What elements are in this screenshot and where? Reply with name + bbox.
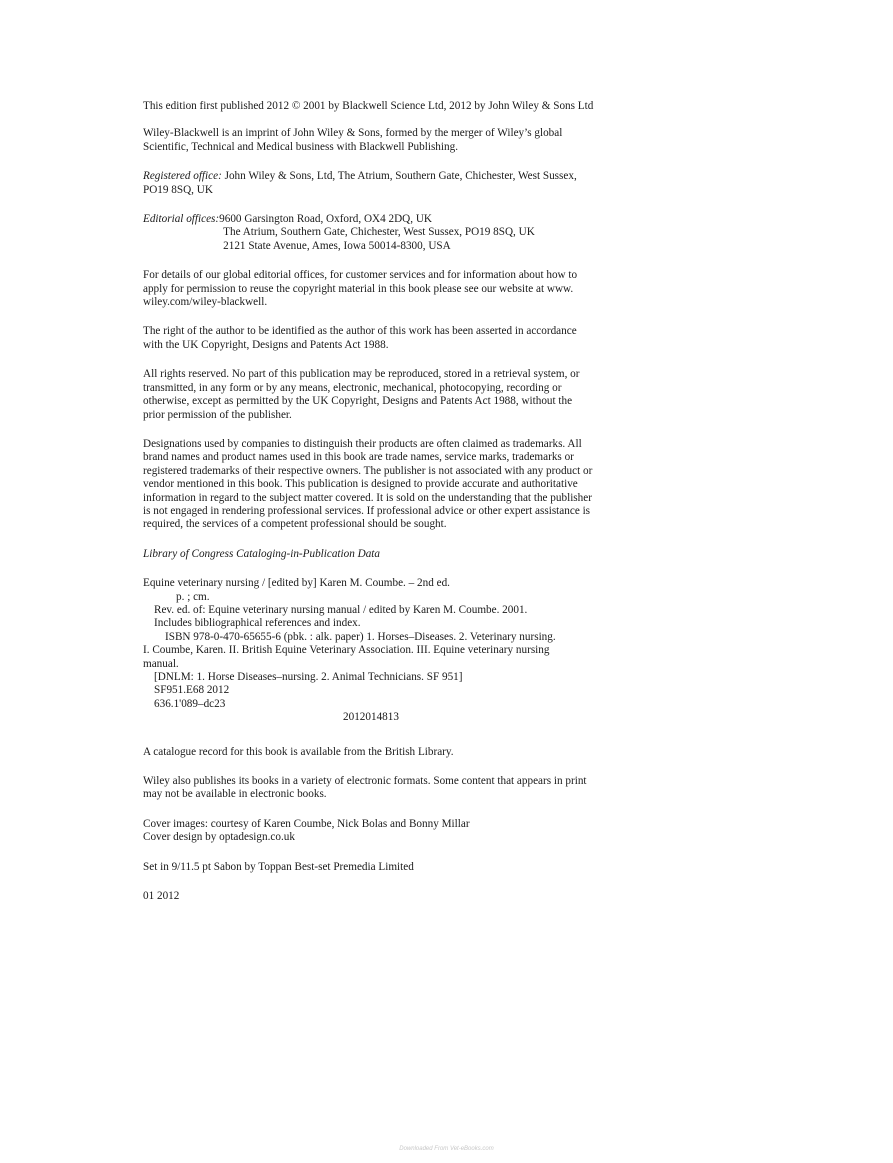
editorial-office-address: The Atrium, Southern Gate, Chichester, West Sussex, PO19 8SQ, UK [223, 226, 535, 239]
details-line: apply for permission to reuse the copyright material in this book please see our website at www. [143, 282, 574, 295]
printing-number: 01 2012 [143, 890, 180, 903]
electronic-line: Wiley also publishes its books in a variety of electronic formats. Some content that appears in print [143, 775, 587, 788]
editorial-offices-label: Editorial offices: [143, 213, 220, 226]
details-paragraph [143, 269, 673, 309]
download-watermark: Downloaded From Vet-eBooks.com [399, 1146, 494, 1152]
designations-line: Designations used by companies to distinguish their products are often claimed as trademarks. All [143, 437, 582, 450]
all-rights-line: prior permission of the publisher. [143, 408, 292, 421]
catalogue-line: A catalogue record for this book is available from the British Library. [143, 745, 454, 758]
imprint-line: Wiley-Blackwell is an imprint of John Wiley & Sons, formed by the merger of Wiley’s global [143, 127, 563, 140]
cip-line: Rev. ed. of: Equine veterinary nursing manual / edited by Karen M. Coumbe. 2001. [154, 603, 528, 616]
registered-office-address: John Wiley & Sons, Ltd, The Atrium, Southern Gate, Chichester, West Sussex, [221, 170, 577, 183]
editorial-offices-addresses [219, 213, 535, 253]
cip-line: [DNLM: 1. Horse Diseases–nursing. 2. Animal Technicians. SF 951] [154, 671, 463, 683]
editorial-office-address: 2121 State Avenue, Ames, Iowa 50014-8300, USA [223, 239, 451, 252]
author-rights-paragraph [143, 325, 673, 352]
catalogue-statement [143, 746, 673, 759]
typesetting-line: Set in 9/11.5 pt Sabon by Toppan Best-set Premedia Limited [143, 860, 414, 873]
editorial-office-address: 9600 Garsington Road, Oxford, OX4 2DQ, UK [219, 213, 432, 226]
all-rights-line: transmitted, in any form or by any means, electronic, mechanical, photocopying, recording or [143, 381, 562, 394]
details-line: wiley.com/wiley-blackwell. [143, 296, 268, 309]
cover-credit-line: Cover design by optadesign.co.uk [143, 831, 295, 844]
cip-line: I. Coumbe, Karen. II. British Equine Veterinary Association. III. Equine veterinary nursing [143, 644, 550, 657]
cip-line: Includes bibliographical references and index. [154, 617, 361, 630]
cip-line: Equine veterinary nursing / [edited by] Karen M. Coumbe. – 2nd ed. [143, 577, 450, 590]
registered-office-line [143, 170, 673, 183]
designations-paragraph [143, 438, 673, 532]
designations-line: vendor mentioned in this book. This publication is designed to provide accurate and authoritative [143, 478, 578, 491]
copyright-line: This edition first published 2012 © 2001 by Blackwell Science Ltd, 2012 by John Wiley & Sons Ltd [143, 100, 594, 112]
designations-line: brand names and product names used in this book are trade names, service marks, trademarks or [143, 451, 574, 464]
cip-line: ISBN 978-0-470-65655-6 (pbk. : alk. paper) 1. Horses–Diseases. 2. Veterinary nursing. [165, 630, 556, 643]
cover-credits [143, 818, 673, 845]
printing-line [143, 890, 673, 903]
electronic-line: may not be available in electronic books. [143, 788, 327, 801]
cip-line: p. ; cm. [176, 590, 210, 603]
cip-line: SF951.E68 2012 [154, 684, 230, 697]
registered-office-postcode: PO19 8SQ, UK [143, 183, 213, 196]
author-rights-line: The right of the author to be identified as the author of this work has been asserted in accordance [143, 325, 577, 338]
copyright-page [143, 100, 673, 903]
editorial-offices [143, 213, 673, 253]
designations-line: information in regard to the subject matter covered. It is sold on the understanding that the publisher [143, 491, 592, 504]
typesetting-statement [143, 861, 673, 874]
copyright-statement [143, 100, 673, 113]
cip-line: manual. [143, 657, 179, 670]
details-line: For details of our global editorial offices, for customer services and for information about how to [143, 269, 578, 282]
cip-heading-text: Library of Congress Cataloging-in-Publication Data [143, 547, 381, 560]
designations-line: registered trademarks of their respective owners. The publisher is not associated with any product or [143, 464, 593, 477]
cip-record [143, 577, 673, 724]
designations-line: is not engaged in rendering professional services. If professional advice or other expert assistance is [143, 504, 591, 517]
cip-heading [143, 548, 673, 561]
cover-credit-line: Cover images: courtesy of Karen Coumbe, Nick Bolas and Bonny Millar [143, 817, 470, 830]
all-rights-line: All rights reserved. No part of this publication may be reproduced, stored in a retrieval system, or [143, 368, 580, 381]
designations-line: required, the services of a competent professional should be sought. [143, 518, 447, 531]
electronic-formats-paragraph [143, 775, 673, 802]
registered-office [143, 170, 673, 197]
imprint-line: Scientific, Technical and Medical business with Blackwell Publishing. [143, 140, 458, 153]
registered-office-label: Registered office: [143, 170, 222, 183]
imprint-statement [143, 127, 673, 154]
cip-line: 636.1'089–dc23 [154, 697, 226, 710]
all-rights-paragraph [143, 368, 673, 422]
all-rights-line: otherwise, except as permitted by the UK Copyright, Designs and Patents Act 1988, without the [143, 395, 573, 408]
author-rights-line: with the UK Copyright, Designs and Patents Act 1988. [143, 338, 389, 351]
lccn-number: 2012014813 [343, 711, 399, 724]
